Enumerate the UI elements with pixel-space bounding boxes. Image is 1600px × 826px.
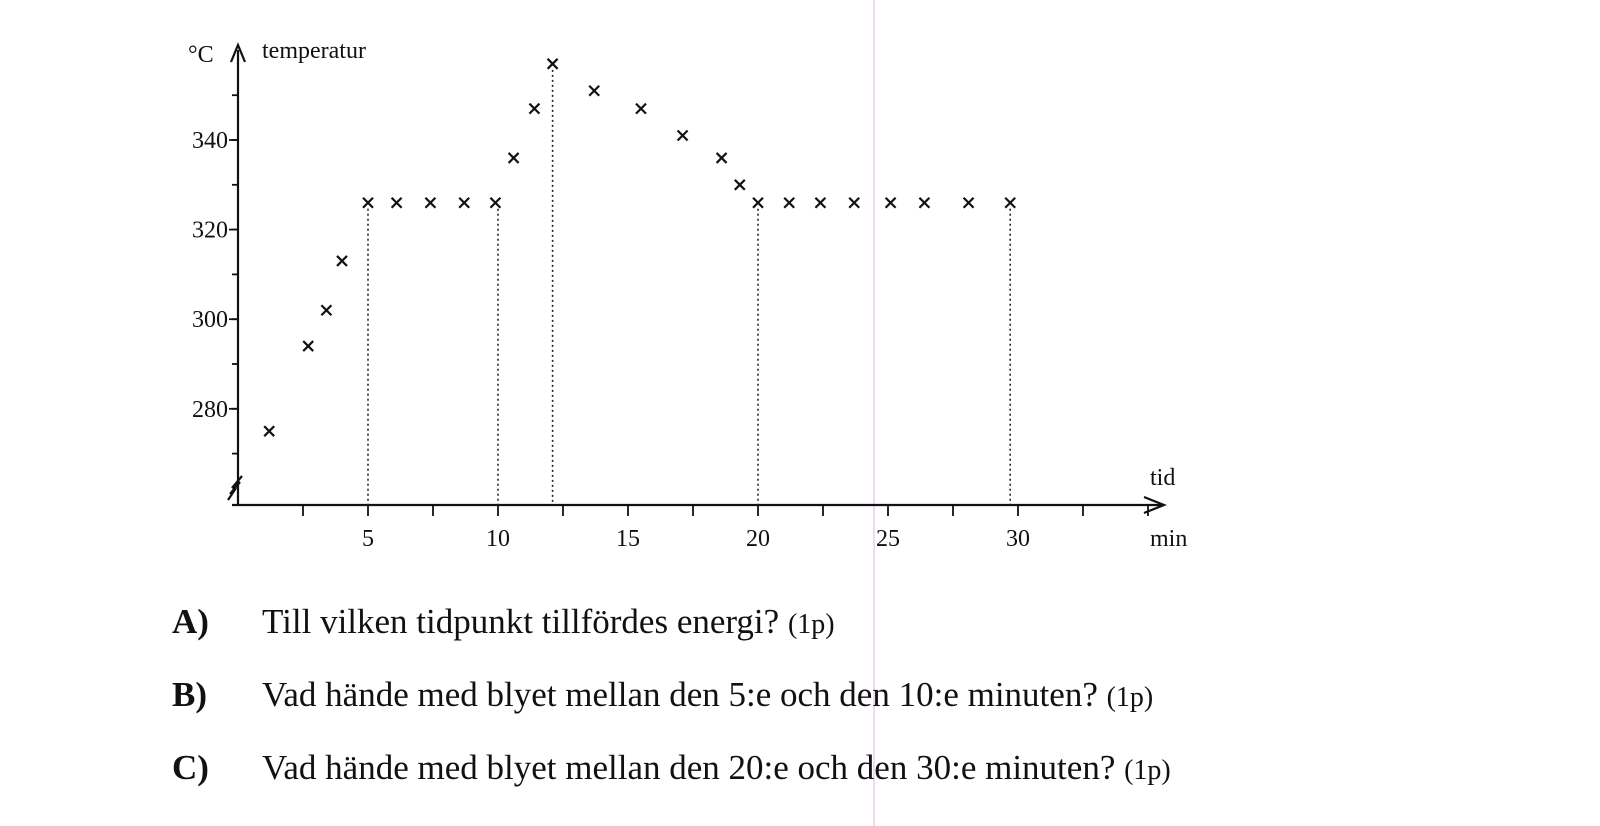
x-tick-label-10: 10 (486, 526, 510, 552)
data-point-4 (337, 256, 347, 266)
data-point-12 (548, 59, 558, 69)
data-point-2 (303, 341, 313, 351)
data-point-10 (509, 153, 519, 163)
y-ticks (192, 128, 238, 423)
drop-lines (368, 70, 1010, 505)
data-point-24 (964, 198, 974, 208)
data-point-13 (589, 86, 599, 96)
question-b-letter: B) (172, 675, 207, 714)
data-point-19 (784, 198, 794, 208)
question-c-points: (1p) (1124, 755, 1171, 786)
data-point-9 (490, 198, 500, 208)
question-a-letter: A) (172, 602, 209, 641)
data-point-16 (717, 153, 727, 163)
question-b (172, 675, 1472, 748)
data-points (264, 59, 1015, 436)
data-point-22 (886, 198, 896, 208)
x-tick-label-15: 15 (616, 526, 640, 552)
question-a-text: Till vilken tidpunkt tillfördes energi? (262, 602, 780, 641)
data-point-23 (919, 198, 929, 208)
y-tick-label-320: 320 (192, 217, 228, 244)
y-tick-label-300: 300 (192, 307, 228, 334)
question-a (172, 602, 1472, 675)
data-point-18 (753, 198, 763, 208)
y-axis-label: temperatur (262, 38, 366, 64)
x-ticks (303, 505, 1148, 552)
data-point-8 (459, 198, 469, 208)
data-point-15 (678, 131, 688, 141)
data-point-14 (636, 104, 646, 114)
y-tick-label-280: 280 (192, 396, 228, 423)
question-c-text: Vad hände med blyet mellan den 20:e och den 30:e minuten? (262, 748, 1116, 787)
question-a-points: (1p) (787, 609, 835, 640)
question-b-points: (1p) (1106, 682, 1154, 713)
y-tick-label-340: 340 (192, 128, 228, 154)
x-tick-label-25: 25 (876, 526, 900, 552)
data-point-17 (735, 180, 745, 190)
question-c (172, 748, 1472, 821)
data-point-6 (392, 198, 402, 208)
axis-break-marker (228, 476, 242, 500)
question-b-text: Vad hände med blyet mellan den 5:e och den 10:e minuten? (262, 675, 1098, 714)
y-unit-label: °C (188, 42, 214, 68)
data-point-11 (529, 104, 539, 114)
data-point-5 (363, 198, 373, 208)
data-point-25 (1005, 198, 1015, 208)
data-point-7 (425, 198, 435, 208)
x-tick-label-5: 5 (362, 526, 374, 552)
data-point-20 (815, 198, 825, 208)
x-tick-label-30: 30 (1006, 526, 1030, 552)
x-tick-label-20: 20 (746, 526, 770, 552)
data-point-21 (849, 198, 859, 208)
x-axis-label: tid (1150, 465, 1176, 491)
data-point-1 (264, 426, 274, 436)
question-c-letter: C) (172, 748, 209, 787)
question-list (172, 602, 1472, 821)
data-point-3 (321, 305, 331, 315)
x-unit-label: min (1150, 526, 1188, 552)
